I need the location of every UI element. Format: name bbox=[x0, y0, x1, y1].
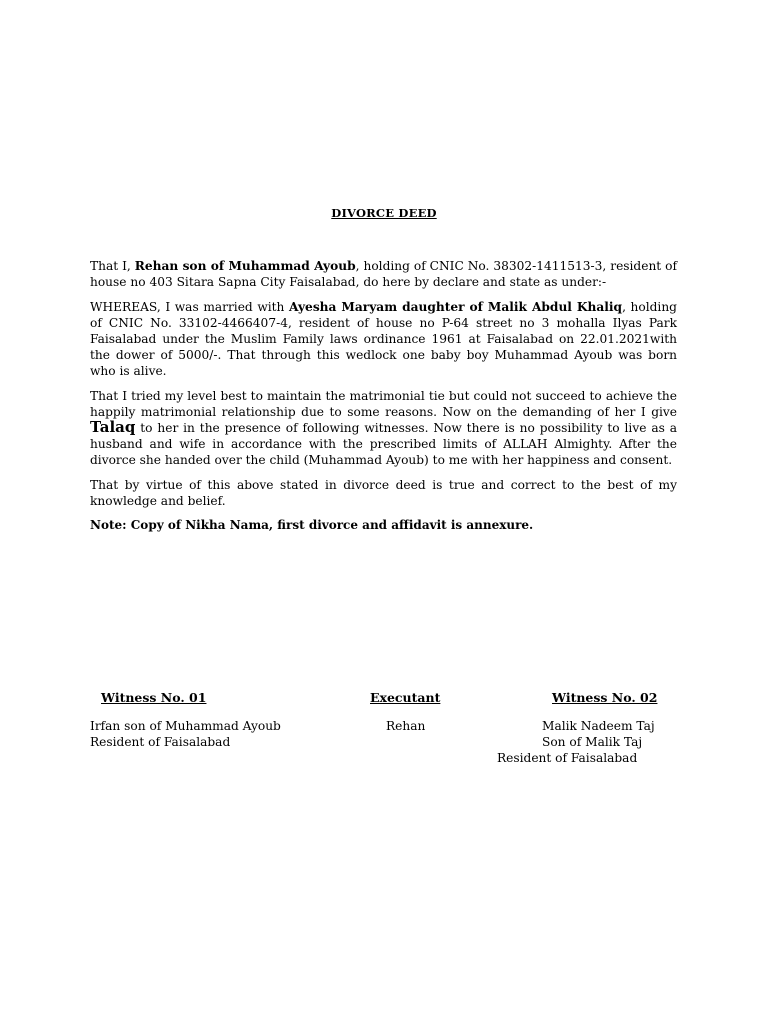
document-body bbox=[90, 258, 677, 532]
document-title: DIVORCE DEED bbox=[331, 206, 437, 220]
paragraph-marriage bbox=[90, 299, 677, 379]
paragraph-declaration bbox=[90, 258, 677, 290]
declarant-name: Rehan son of Muhammad Ayoub bbox=[134, 259, 356, 273]
witness-1-name: Irfan son of Muhammad Ayoub bbox=[90, 719, 281, 733]
witness-1-heading: Witness No. 01 bbox=[101, 690, 207, 705]
executant-name: Rehan bbox=[386, 719, 426, 733]
witness-2-name: Malik Nadeem Taj bbox=[542, 719, 655, 733]
paragraph-text: to her in the presence of following witnesses. Now there is no possibility to live as a husband and wife in accordance with the prescribed limits of ALLAH Almighty. After the divorce she handed over the child (Muhammad Ayoub) to me with her happiness and consent. bbox=[90, 421, 677, 467]
executant-heading: Executant bbox=[370, 690, 441, 705]
annexure-note: Note: Copy of Nikha Nama, first divorce and affidavit is annexure. bbox=[90, 518, 534, 532]
witness-2-residence: Resident of Faisalabad bbox=[497, 751, 638, 765]
paragraph-text: WHEREAS, I was married with bbox=[90, 300, 290, 314]
paragraph-verification: That by virtue of this above stated in divorce deed is true and correct to the best of my knowledge and belief. bbox=[90, 478, 677, 508]
talaq-word: Talaq bbox=[90, 418, 136, 436]
paragraph-text: , holding of CNIC No. 33102-4466407-4, resident of house no P-64 street no 3 mohalla Ilyas Park Faisalabad under the Muslim Family laws ordinance 1961 at Faisalabad on 22.01.2021with the dower of 5000/-. That through this wedlock one baby boy Muhammad Ayoub was born who is alive. bbox=[90, 300, 677, 378]
paragraph-text: That I, bbox=[90, 259, 135, 273]
spouse-name: Ayesha Maryam daughter of Malik Abdul Khaliq bbox=[289, 300, 623, 314]
paragraph-text: That I tried my level best to maintain the matrimonial tie but could not succeed to achieve the happily matrimonial relationship due to some reasons. Now on the demanding of her I give bbox=[90, 389, 677, 419]
witness-2-parentage: Son of Malik Taj bbox=[542, 735, 643, 749]
witness-1-residence: Resident of Faisalabad bbox=[90, 735, 231, 749]
witness-2-heading: Witness No. 02 bbox=[552, 690, 658, 705]
paragraph-talaq bbox=[90, 388, 677, 468]
paragraph-text: , holding of CNIC No. 38302-1411513-3, resident of house no 403 Sitara Sapna City Faisalabad, do here by declare and state as under:- bbox=[90, 259, 677, 289]
